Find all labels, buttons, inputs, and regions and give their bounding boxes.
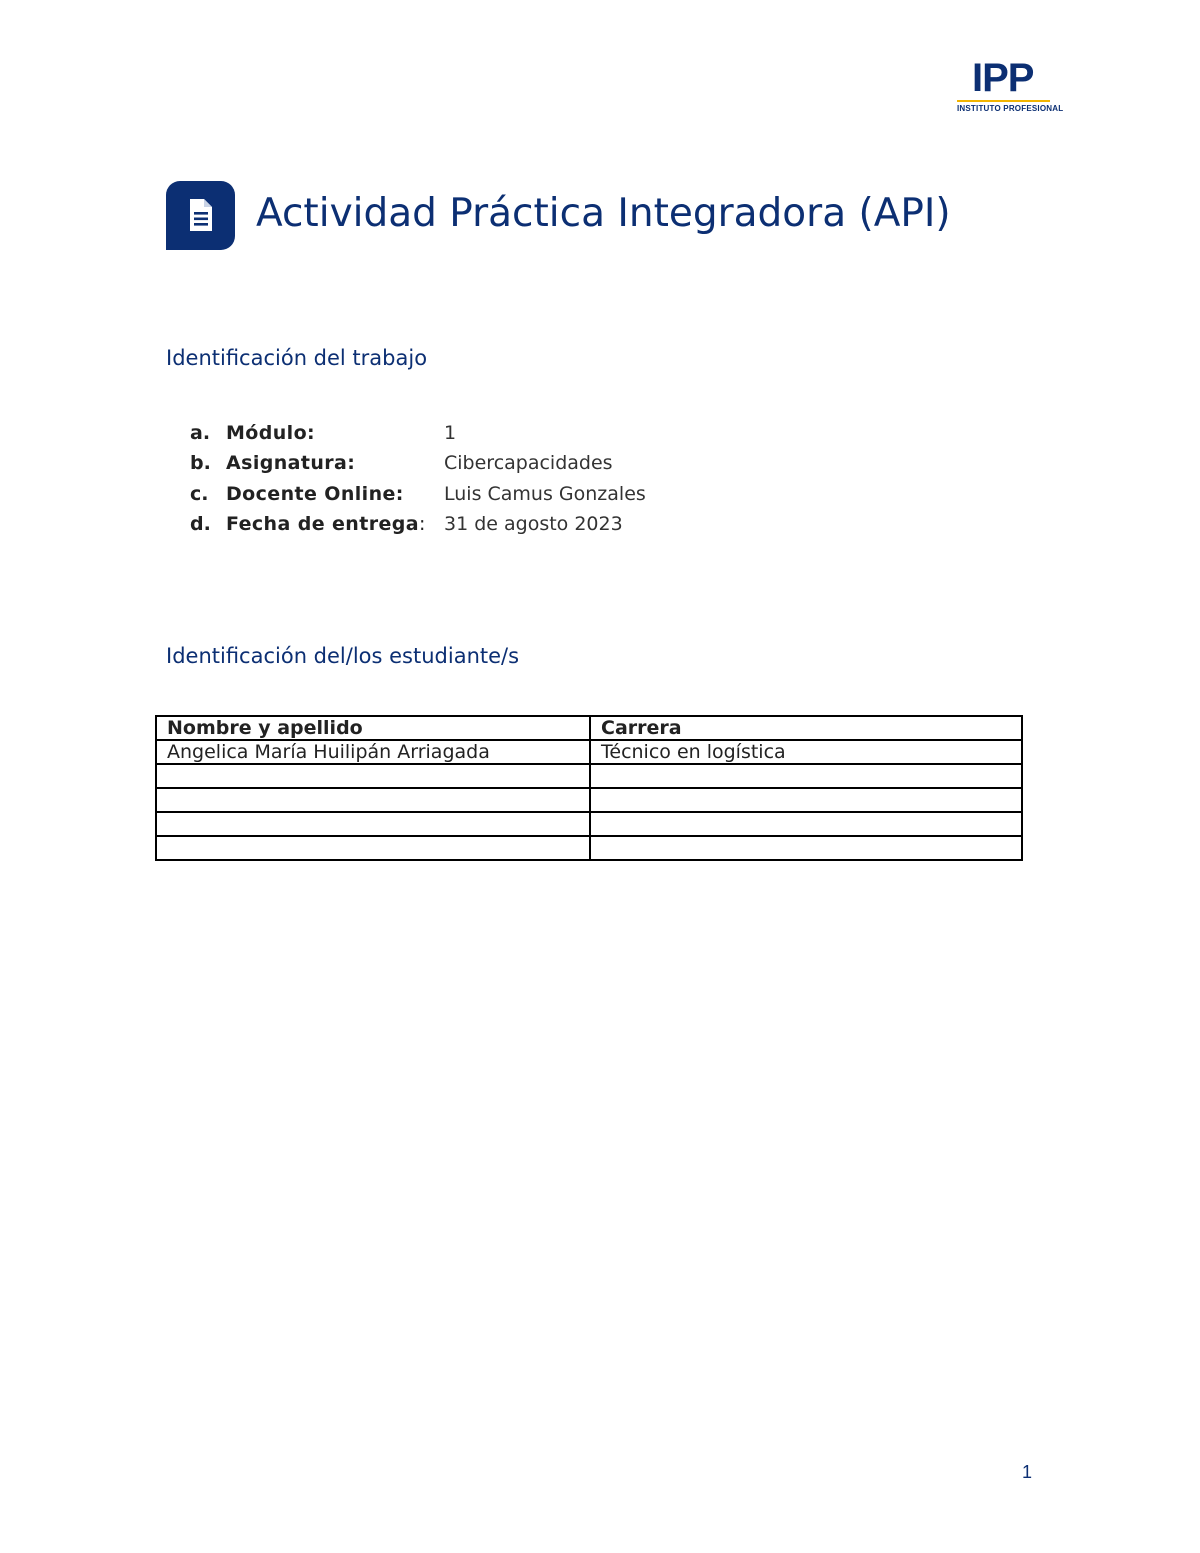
student-identification-heading: Identificación del/los estudiante/s (166, 644, 520, 668)
table-row (156, 740, 1022, 764)
page-title: Actividad Práctica Integradora (API) (256, 191, 951, 236)
institution-logo (955, 56, 1064, 114)
document-icon (166, 181, 235, 250)
column-header-career: Carrera (590, 716, 1022, 740)
logo-subtitle: INSTITUTO PROFESIONAL (957, 104, 1064, 113)
info-value: Cibercapacidades (444, 452, 613, 475)
info-label: Fecha de entrega: (226, 512, 426, 535)
student-name-cell (156, 812, 590, 836)
info-label: Módulo: (226, 422, 316, 444)
student-name-cell (156, 836, 590, 860)
table-row (156, 812, 1022, 836)
column-header-name: Nombre y apellido (156, 716, 590, 740)
page-number: 1 (1022, 1462, 1033, 1482)
work-identification-heading: Identificación del trabajo (166, 346, 428, 370)
student-career-cell: Técnico en logística (590, 740, 1022, 764)
student-name-cell: Angelica María Huilipán Arriagada (156, 740, 590, 764)
info-label: Asignatura: (226, 452, 356, 475)
list-marker: a. (190, 422, 211, 444)
student-career-cell (590, 764, 1022, 788)
info-value: Luis Camus Gonzales (444, 482, 646, 505)
student-name-cell (156, 764, 590, 788)
list-marker: b. (190, 452, 211, 475)
student-name-cell (156, 788, 590, 812)
logo-mark: IPP (972, 56, 1034, 100)
table-row (156, 836, 1022, 860)
logo-underline (957, 100, 1050, 102)
student-career-cell (590, 836, 1022, 860)
info-value: 1 (444, 422, 457, 444)
student-career-cell (590, 812, 1022, 836)
table-row (156, 764, 1022, 788)
student-career-cell (590, 788, 1022, 812)
info-label: Docente Online: (226, 482, 404, 505)
table-header-row (156, 716, 1022, 740)
list-marker: d. (190, 512, 211, 535)
info-value: 31 de agosto 2023 (444, 512, 623, 535)
list-marker: c. (190, 482, 209, 505)
table-row (156, 788, 1022, 812)
students-table (155, 715, 1023, 861)
